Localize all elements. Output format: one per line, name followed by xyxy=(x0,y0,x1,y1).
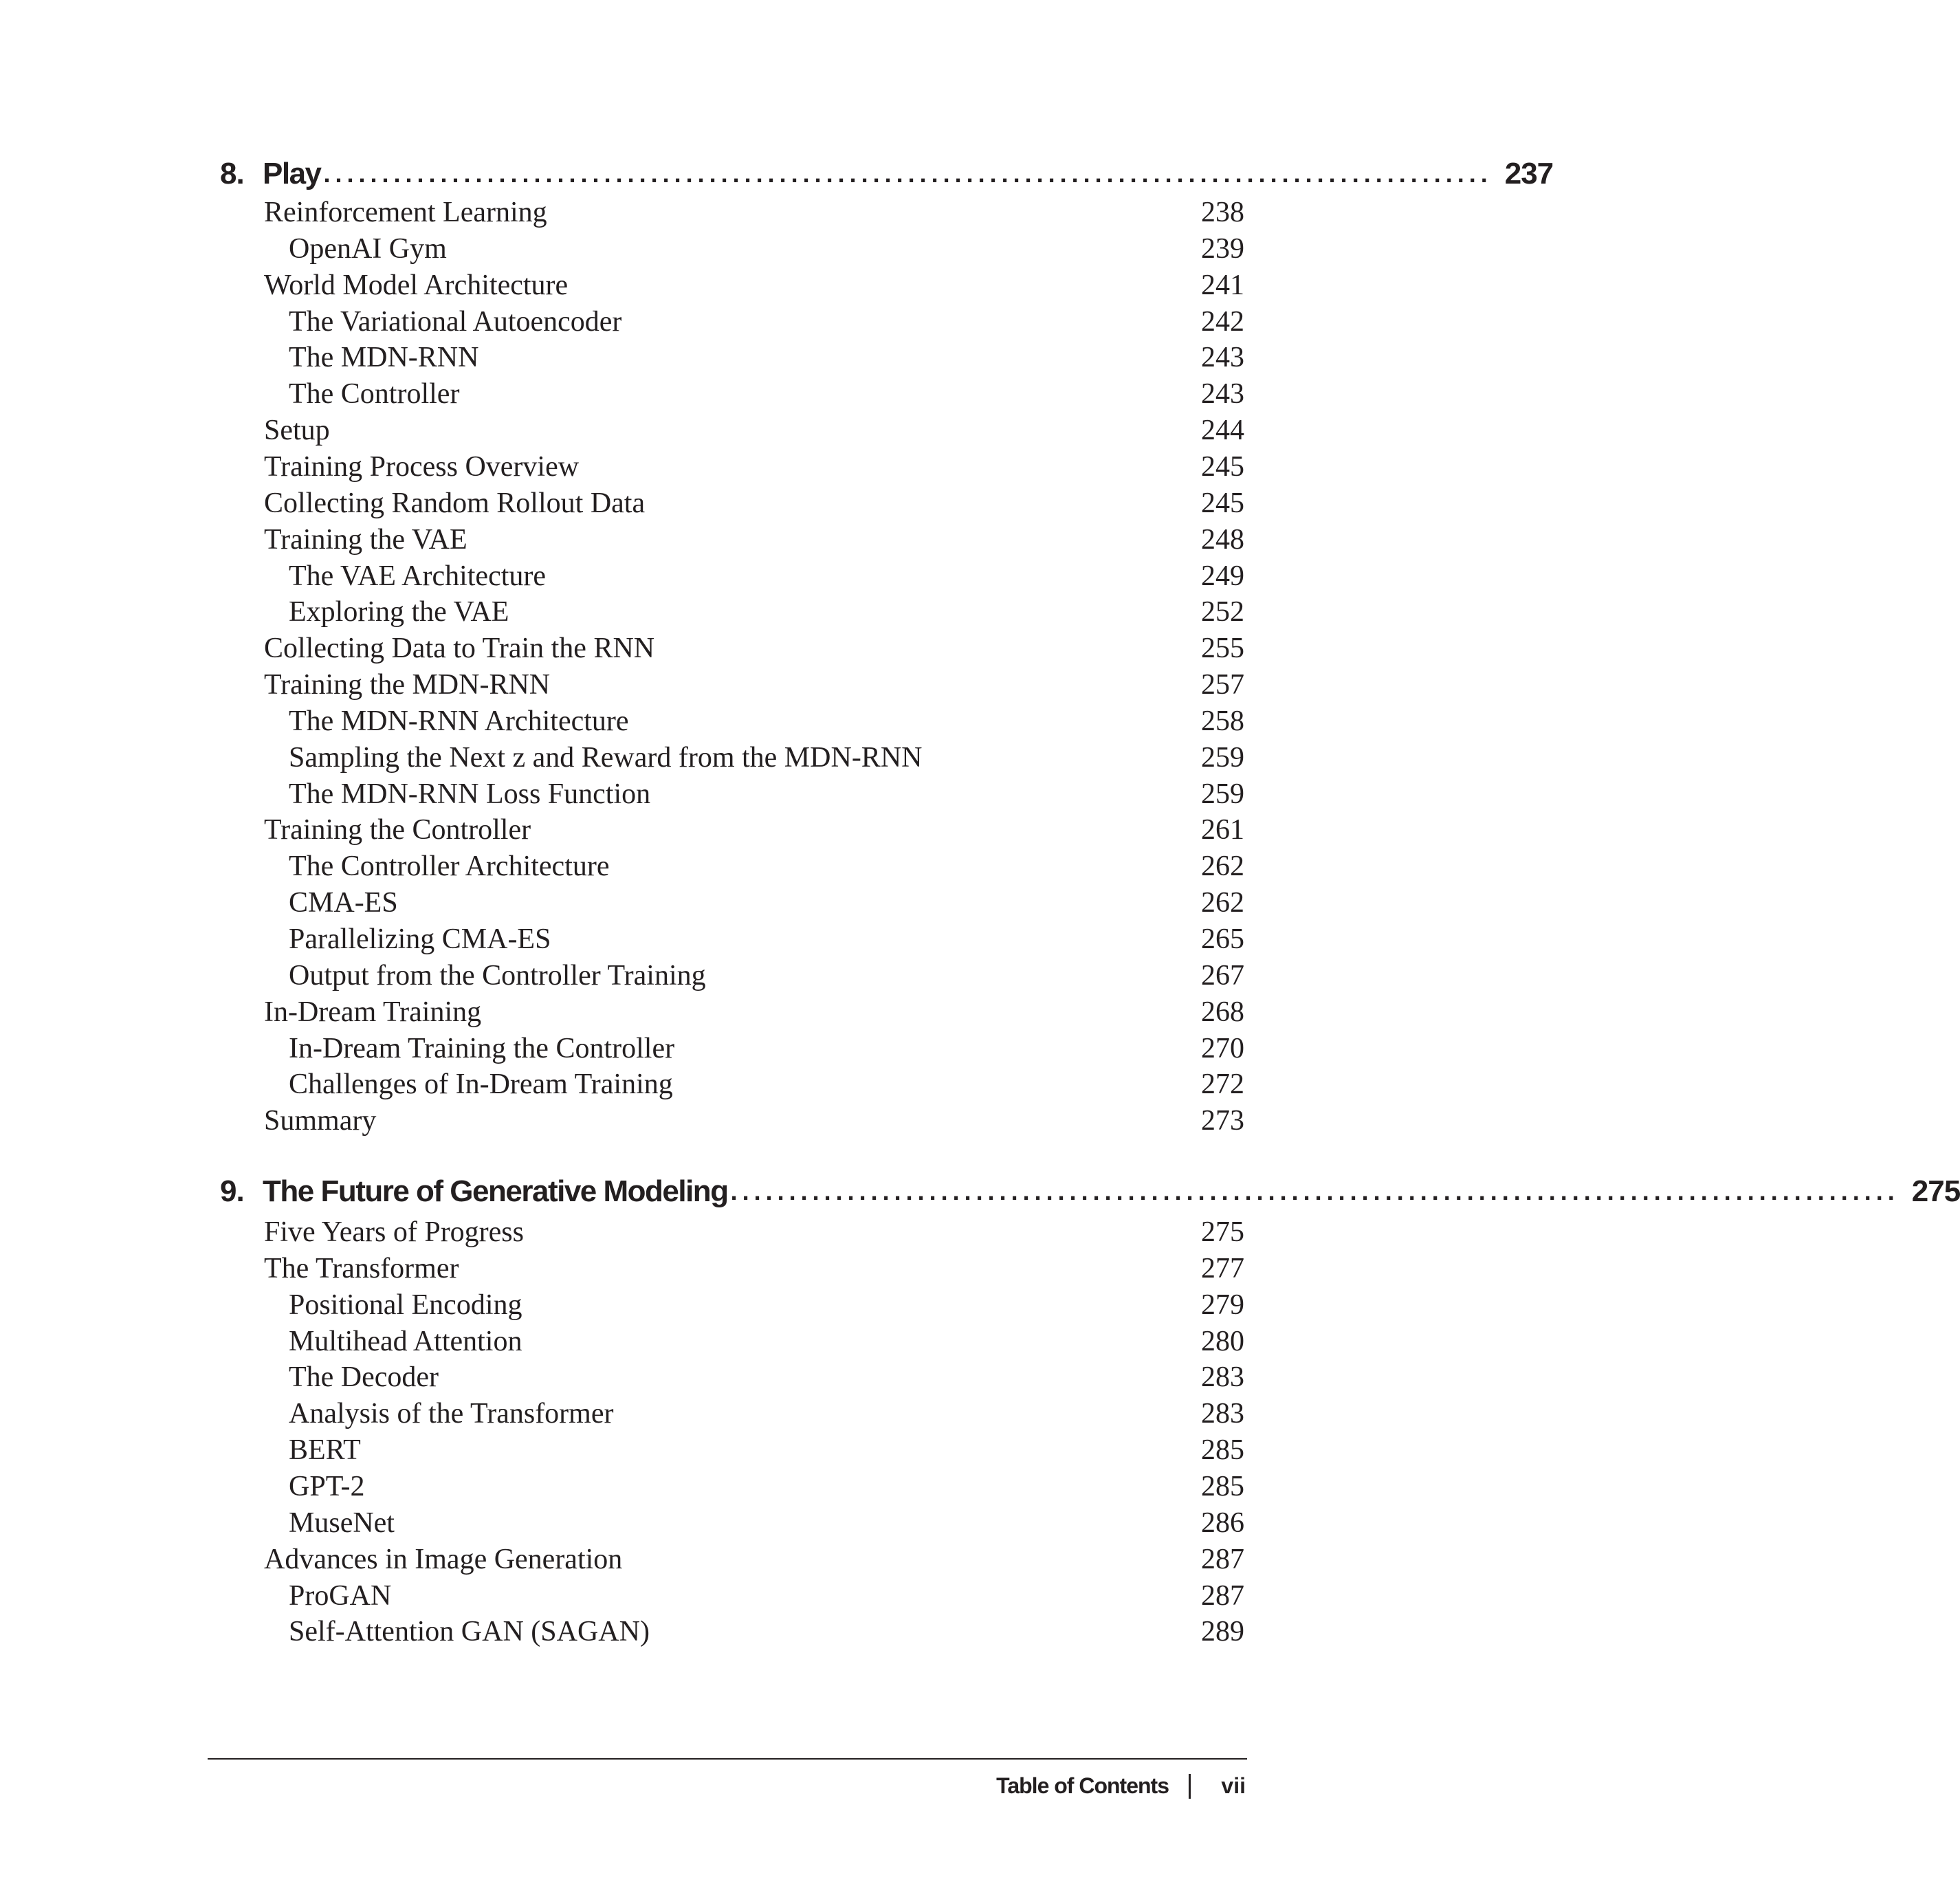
toc-entry-page: 277 xyxy=(1201,1252,1244,1284)
toc-entry[interactable] xyxy=(0,667,1444,703)
chapter-page-number: 237 xyxy=(1504,157,1554,190)
toc-entry[interactable] xyxy=(0,1578,1444,1614)
toc-entry-page: 283 xyxy=(1201,1398,1244,1430)
toc-entry-title: BERT xyxy=(289,1434,361,1467)
toc-entry-page: 245 xyxy=(1201,450,1244,483)
toc-entry[interactable] xyxy=(0,304,1444,340)
toc-entry-page: 286 xyxy=(1201,1507,1244,1539)
toc-entry-title: Setup xyxy=(264,415,330,447)
toc-entry-page: 280 xyxy=(1201,1325,1244,1357)
toc-entry-page: 283 xyxy=(1201,1361,1244,1394)
toc-entry-page: 243 xyxy=(1201,342,1244,374)
toc-entry-page: 252 xyxy=(1201,596,1244,628)
toc-entry-title: World Model Architecture xyxy=(264,269,569,301)
toc-entry-page: 287 xyxy=(1201,1543,1244,1575)
toc-entry-page: 285 xyxy=(1201,1434,1244,1467)
toc-entry[interactable] xyxy=(0,594,1444,631)
toc-entry[interactable] xyxy=(0,522,1444,558)
chapter-number: 8. xyxy=(220,157,244,190)
toc-entry-page: 242 xyxy=(1201,305,1244,338)
chapter-heading xyxy=(220,1168,1960,1216)
footer-divider xyxy=(208,1758,1247,1760)
toc-entry-title: The VAE Architecture xyxy=(289,560,547,592)
toc-entry[interactable] xyxy=(0,703,1444,740)
toc-entry[interactable] xyxy=(0,449,1444,485)
chapter-page-number: 275 xyxy=(1911,1174,1960,1208)
toc-entry[interactable] xyxy=(0,1324,1444,1360)
toc-entry-page: 279 xyxy=(1201,1289,1244,1321)
toc-entry[interactable] xyxy=(0,340,1444,376)
toc-entry[interactable] xyxy=(0,1359,1444,1396)
toc-entry-page: 273 xyxy=(1201,1105,1244,1137)
footer-page-number: vii xyxy=(1221,1773,1246,1798)
chapter-number: 9. xyxy=(220,1174,244,1208)
toc-entry-page: 270 xyxy=(1201,1032,1244,1064)
toc-entry-page: 239 xyxy=(1201,232,1244,265)
toc-entry[interactable] xyxy=(0,1251,1444,1287)
chapter-title[interactable]: The Future of Generative Modeling xyxy=(263,1174,728,1208)
toc-entry[interactable] xyxy=(0,231,1444,267)
toc-entry-page: 285 xyxy=(1201,1470,1244,1502)
toc-entry-page: 287 xyxy=(1201,1579,1244,1612)
toc-entry-title: The Controller xyxy=(289,378,460,410)
toc-entry-title: Challenges of In-Dream Training xyxy=(289,1069,673,1101)
toc-entry[interactable] xyxy=(0,994,1444,1031)
toc-entry-title: OpenAI Gym xyxy=(289,232,447,265)
toc-entry-page: 267 xyxy=(1201,959,1244,992)
toc-entry-page: 275 xyxy=(1201,1216,1244,1248)
toc-entry-title: ProGAN xyxy=(289,1579,392,1612)
toc-entry-page: 248 xyxy=(1201,523,1244,556)
toc-entry-title: Self-Attention GAN (SAGAN) xyxy=(289,1616,650,1648)
toc-entry-page: 259 xyxy=(1201,741,1244,774)
chapter-title-row xyxy=(263,150,1554,198)
toc-entry[interactable] xyxy=(0,1469,1444,1505)
toc-entry[interactable] xyxy=(0,631,1444,667)
toc-entry[interactable] xyxy=(0,921,1444,958)
toc-entry[interactable] xyxy=(0,267,1444,304)
toc-entry-title: The Controller Architecture xyxy=(289,851,610,883)
toc-entry-page: 249 xyxy=(1201,560,1244,592)
toc-entry[interactable] xyxy=(0,776,1444,813)
chapter-title-row xyxy=(263,1168,1960,1216)
toc-entry[interactable] xyxy=(0,1066,1444,1103)
toc-entry-title: In-Dream Training the Controller xyxy=(289,1032,675,1064)
toc-entry[interactable] xyxy=(0,1031,1444,1067)
toc-entry-title: Exploring the VAE xyxy=(289,596,509,628)
toc-entry-title: In-Dream Training xyxy=(264,996,482,1028)
chapter-heading xyxy=(220,150,1554,198)
toc-entry[interactable] xyxy=(0,1432,1444,1469)
toc-entry-page: 255 xyxy=(1201,633,1244,665)
toc-entry-page: 245 xyxy=(1201,487,1244,519)
toc-entry-title: The MDN-RNN Loss Function xyxy=(289,778,651,810)
toc-entry-title: Output from the Controller Training xyxy=(289,959,706,992)
toc-entry[interactable] xyxy=(0,1505,1444,1542)
toc-entry-page: 238 xyxy=(1201,197,1244,228)
toc-entry[interactable] xyxy=(0,812,1444,848)
toc-entry-page: 262 xyxy=(1201,887,1244,919)
toc-entry[interactable] xyxy=(0,413,1444,449)
toc-entry[interactable] xyxy=(0,885,1444,921)
toc-entry-title: The Decoder xyxy=(289,1361,439,1394)
toc-entry-title: Five Years of Progress xyxy=(264,1216,524,1248)
toc-entry-title: The MDN-RNN Architecture xyxy=(289,705,629,737)
page-footer xyxy=(962,1768,1246,1803)
toc-entry[interactable] xyxy=(0,195,1444,231)
toc-entry-title: The Variational Autoencoder xyxy=(289,305,622,338)
toc-entry-title: Analysis of the Transformer xyxy=(289,1398,614,1430)
footer-separator xyxy=(1189,1774,1191,1799)
toc-entry[interactable] xyxy=(0,1614,1444,1650)
toc-entry-title: Sampling the Next z and Reward from the MDN-RNN xyxy=(289,741,923,774)
toc-entry[interactable] xyxy=(0,1287,1444,1324)
dot-leader: .................................................................................................... xyxy=(730,1177,1900,1205)
chapter-title[interactable]: Play xyxy=(263,157,321,190)
toc-entry-title: Training the VAE xyxy=(264,523,467,556)
footer-label: Table of Contents xyxy=(996,1773,1169,1798)
toc-entry-page: 244 xyxy=(1201,415,1244,447)
toc-entry-title: Collecting Data to Train the RNN xyxy=(264,633,655,665)
toc-entry-title: Training the MDN-RNN xyxy=(264,669,551,701)
toc-entry[interactable] xyxy=(0,376,1444,413)
toc-entry-title: MuseNet xyxy=(289,1507,395,1539)
toc-entry-title: GPT-2 xyxy=(289,1470,365,1502)
toc-entry[interactable] xyxy=(0,1214,1444,1251)
toc-entry-page: 268 xyxy=(1201,996,1244,1028)
toc-entry-page: 272 xyxy=(1201,1069,1244,1101)
toc-entry-title: Collecting Random Rollout Data xyxy=(264,487,646,519)
toc-entry-title: The MDN-RNN xyxy=(289,342,479,374)
toc-entry[interactable] xyxy=(0,1396,1444,1432)
toc-entry-title: Reinforcement Learning xyxy=(264,197,547,228)
toc-entry-page: 259 xyxy=(1201,778,1244,810)
toc-entry-page: 257 xyxy=(1201,669,1244,701)
toc-entry-page: 265 xyxy=(1201,923,1244,955)
toc-entry-title: Parallelizing CMA-ES xyxy=(289,923,551,955)
toc-entry[interactable] xyxy=(0,485,1444,522)
toc-entry[interactable] xyxy=(0,558,1444,595)
toc-entry-page: 261 xyxy=(1201,814,1244,846)
toc-entry-title: Positional Encoding xyxy=(289,1289,522,1321)
toc-entry[interactable] xyxy=(0,848,1444,885)
toc-entry-page: 289 xyxy=(1201,1616,1244,1648)
toc-entry-title: Multihead Attention xyxy=(289,1325,522,1357)
toc-entry-page: 262 xyxy=(1201,851,1244,883)
toc-entry-title: Summary xyxy=(264,1105,377,1137)
toc-entry-title: Training the Controller xyxy=(264,814,531,846)
toc-entry-title: Advances in Image Generation xyxy=(264,1543,623,1575)
toc-entry[interactable] xyxy=(0,958,1444,994)
toc-entry-title: CMA-ES xyxy=(289,887,398,919)
toc-entry-title: The Transformer xyxy=(264,1252,459,1284)
toc-entry-page: 243 xyxy=(1201,378,1244,410)
toc-entry[interactable] xyxy=(0,740,1444,776)
dot-leader: .................................................................................................... xyxy=(323,160,1493,188)
toc-entry-title: Training Process Overview xyxy=(264,450,580,483)
toc-entry-page: 241 xyxy=(1201,269,1244,301)
toc-entry-page: 258 xyxy=(1201,705,1244,737)
toc-entry[interactable] xyxy=(0,1103,1444,1139)
toc-entry[interactable] xyxy=(0,1542,1444,1578)
